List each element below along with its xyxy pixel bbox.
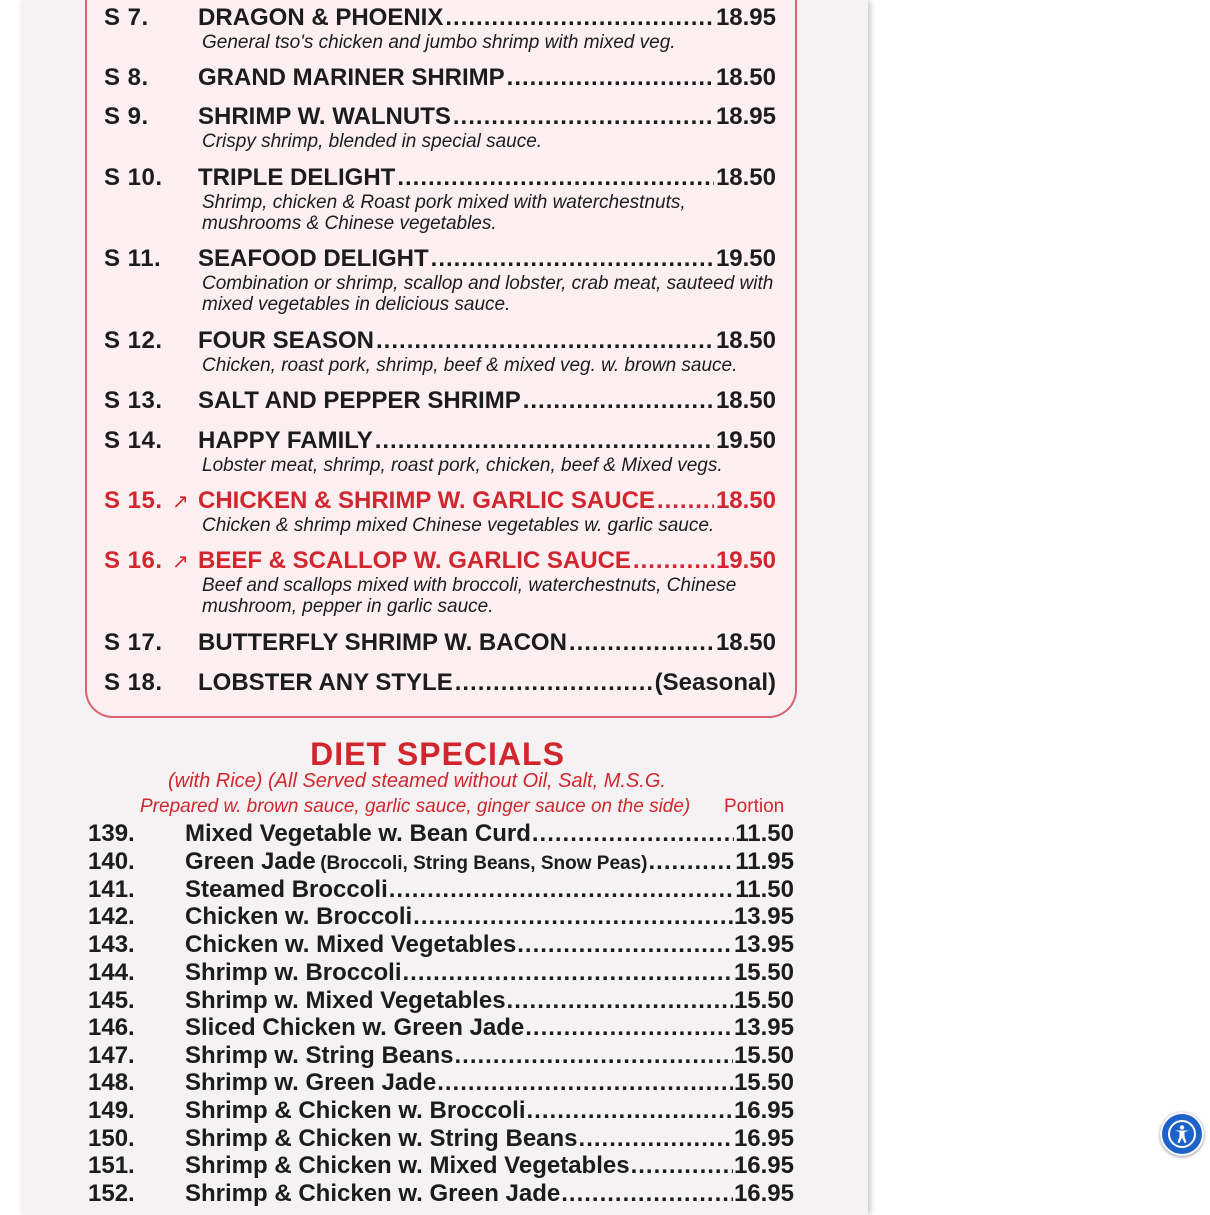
item-price: 13.95 <box>733 903 794 930</box>
item-name: FOUR SEASON <box>198 327 375 354</box>
item-code: S 18. <box>104 669 163 696</box>
item-name: Green Jade <box>185 848 316 875</box>
leader-dots <box>455 669 653 697</box>
item-number: 151. <box>88 1152 135 1179</box>
item-price: 15.50 <box>733 1069 794 1096</box>
item-price: 19.50 <box>715 427 776 454</box>
item-note: (Broccoli, String Beans, Snow Peas) <box>320 853 648 874</box>
item-code: S 7. <box>104 4 149 31</box>
item-name: TRIPLE DELIGHT <box>198 164 396 191</box>
item-name: SALT AND PEPPER SHRIMP <box>198 387 521 414</box>
leader-dots <box>631 1152 733 1180</box>
item-name: Shrimp & Chicken w. String Beans <box>185 1125 578 1152</box>
diet-item-148 <box>88 1069 794 1097</box>
menu-item-s10 <box>104 164 776 234</box>
diet-item-147 <box>88 1042 794 1070</box>
item-number: 142. <box>88 903 135 930</box>
item-price: (Seasonal) <box>654 669 776 696</box>
item-price: 18.50 <box>715 629 776 656</box>
leader-dots <box>431 245 714 273</box>
leader-dots <box>648 848 734 876</box>
diet-subtitle-sauce: Prepared w. brown sauce, garlic sauce, ginger sauce on the side) <box>140 796 691 817</box>
item-number: 139. <box>88 820 135 847</box>
item-price: 18.50 <box>715 164 776 191</box>
item-code: S 8. <box>104 64 149 91</box>
item-price: 18.50 <box>715 327 776 354</box>
item-price: 13.95 <box>733 931 794 958</box>
leader-dots <box>633 547 714 575</box>
menu-item-s7 <box>104 4 776 53</box>
leader-dots <box>455 1042 733 1070</box>
menu-item-s8 <box>104 64 776 92</box>
item-description: Crispy shrimp, blended in special sauce. <box>202 131 543 152</box>
item-price: 16.95 <box>733 1125 794 1152</box>
item-name: Shrimp & Chicken w. Green Jade <box>185 1180 561 1207</box>
leader-dots <box>532 820 734 848</box>
item-price: 19.50 <box>715 245 776 272</box>
item-name: Chicken w. Broccoli <box>185 903 413 930</box>
item-name: SEAFOOD DELIGHT <box>198 245 429 272</box>
menu-item-s17 <box>104 629 776 657</box>
leader-dots <box>437 1069 733 1097</box>
diet-item-150 <box>88 1125 794 1153</box>
leader-dots <box>413 903 733 931</box>
item-description: Shrimp, chicken & Roast pork mixed with waterchestnuts, mushrooms & Chinese vegetables. <box>202 192 686 234</box>
leader-dots <box>579 1125 733 1153</box>
item-number: 150. <box>88 1125 135 1152</box>
item-name: SHRIMP W. WALNUTS <box>198 103 451 130</box>
item-price: 18.50 <box>715 487 776 514</box>
menu-item-s18 <box>104 669 776 697</box>
item-code: S 14. <box>104 427 163 454</box>
item-name: BUTTERFLY SHRIMP W. BACON <box>198 629 567 656</box>
diet-item-141 <box>88 876 794 904</box>
diet-item-145 <box>88 987 794 1015</box>
item-code: S 9. <box>104 103 149 130</box>
item-description: Chicken, roast pork, shrimp, beef & mixed veg. w. brown sauce. <box>202 355 738 376</box>
accessibility-icon <box>1167 1119 1197 1149</box>
item-code: S 17. <box>104 629 163 656</box>
item-price: 15.50 <box>733 987 794 1014</box>
item-description: Chicken & shrimp mixed Chinese vegetables w. garlic sauce. <box>202 515 715 536</box>
item-price: 11.50 <box>735 876 794 903</box>
diet-item-142 <box>88 903 794 931</box>
item-code: S 10. <box>104 164 163 191</box>
item-name: LOBSTER ANY STYLE <box>198 669 453 696</box>
diet-subtitle-rice: (with Rice) (All Served steamed without Oil, Salt, M.S.G. <box>168 770 666 792</box>
item-name: Shrimp w. Green Jade <box>185 1069 437 1096</box>
leader-dots <box>453 103 714 131</box>
item-price: 13.95 <box>733 1014 794 1041</box>
item-price: 18.50 <box>715 387 776 414</box>
menu-item-s12 <box>104 327 776 376</box>
item-name: HAPPY FAMILY <box>198 427 373 454</box>
menu-item-s11 <box>104 245 776 315</box>
item-name: Steamed Broccoli <box>185 876 388 903</box>
diet-item-152 <box>88 1180 794 1208</box>
item-number: 145. <box>88 987 135 1014</box>
item-number: 140. <box>88 848 135 875</box>
diet-item-143 <box>88 931 794 959</box>
item-name: Sliced Chicken w. Green Jade <box>185 1014 525 1041</box>
item-number: 143. <box>88 931 135 958</box>
item-name: Shrimp w. Mixed Vegetables <box>185 987 506 1014</box>
leader-dots <box>561 1180 733 1208</box>
chili-pepper-icon: ↗ <box>172 491 189 513</box>
item-name: Shrimp & Chicken w. Broccoli <box>185 1097 526 1124</box>
item-price: 15.50 <box>733 959 794 986</box>
menu-item-s16 <box>104 547 776 617</box>
diet-item-139 <box>88 820 794 848</box>
item-code: S 11. <box>104 245 162 272</box>
leader-dots <box>376 327 714 355</box>
leader-dots <box>507 987 733 1015</box>
leader-dots <box>517 931 733 959</box>
leader-dots <box>525 1014 733 1042</box>
portion-label: Portion <box>724 796 785 817</box>
leader-dots <box>397 164 714 192</box>
menu-item-s14 <box>104 427 776 476</box>
item-number: 146. <box>88 1014 135 1041</box>
accessibility-button[interactable] <box>1160 1112 1204 1156</box>
leader-dots <box>657 487 714 515</box>
leader-dots <box>523 387 714 415</box>
menu-item-s13 <box>104 387 776 415</box>
item-name: BEEF & SCALLOP W. GARLIC SAUCE <box>198 547 631 574</box>
leader-dots <box>445 4 714 32</box>
item-name: Shrimp w. Broccoli <box>185 959 402 986</box>
menu-item-s15 <box>104 487 776 536</box>
item-number: 141. <box>88 876 135 903</box>
item-number: 148. <box>88 1069 135 1096</box>
item-name: Shrimp w. String Beans <box>185 1042 454 1069</box>
item-number: 152. <box>88 1180 135 1207</box>
item-description: Lobster meat, shrimp, roast pork, chicken, beef & Mixed vegs. <box>202 455 723 476</box>
item-price: 11.95 <box>735 848 794 875</box>
diet-item-144 <box>88 959 794 987</box>
item-price: 11.50 <box>735 820 794 847</box>
leader-dots <box>569 629 714 657</box>
item-price: 18.95 <box>715 4 776 31</box>
item-name: GRAND MARINER SHRIMP <box>198 64 505 91</box>
menu-item-s9 <box>104 103 776 152</box>
item-description: Combination or shrimp, scallop and lobster, crab meat, sauteed with mixed vegetables in delicious sauce. <box>202 273 774 315</box>
item-name: CHICKEN & SHRIMP W. GARLIC SAUCE <box>198 487 655 514</box>
chili-pepper-icon: ↗ <box>172 551 189 573</box>
item-price: 16.95 <box>733 1180 794 1207</box>
item-number: 144. <box>88 959 135 986</box>
diet-item-151 <box>88 1152 794 1180</box>
diet-item-149 <box>88 1097 794 1125</box>
item-price: 19.50 <box>715 547 776 574</box>
item-price: 16.95 <box>733 1097 794 1124</box>
leader-dots <box>402 959 732 987</box>
item-code: S 16. <box>104 547 163 574</box>
diet-item-140 <box>88 848 794 876</box>
item-name: Mixed Vegetable w. Bean Curd <box>185 820 531 847</box>
item-price: 16.95 <box>733 1152 794 1179</box>
item-price: 15.50 <box>733 1042 794 1069</box>
item-code: S 12. <box>104 327 163 354</box>
item-code: S 13. <box>104 387 163 414</box>
leader-dots <box>389 876 735 904</box>
leader-dots <box>527 1097 733 1125</box>
item-description: General tso's chicken and jumbo shrimp with mixed veg. <box>202 32 676 53</box>
item-name: DRAGON & PHOENIX <box>198 4 444 31</box>
item-description: Beef and scallops mixed with broccoli, waterchestnuts, Chinese mushroom, pepper in garlic sauce. <box>202 575 737 617</box>
item-number: 149. <box>88 1097 135 1124</box>
leader-dots <box>507 64 714 92</box>
diet-item-146 <box>88 1014 794 1042</box>
item-name: Chicken w. Mixed Vegetables <box>185 931 517 958</box>
leader-dots <box>375 427 714 455</box>
item-price: 18.95 <box>715 103 776 130</box>
item-code: S 15. <box>104 487 163 514</box>
item-number: 147. <box>88 1042 135 1069</box>
diet-specials-title: DIET SPECIALS <box>310 736 565 772</box>
item-price: 18.50 <box>715 64 776 91</box>
item-name: Shrimp & Chicken w. Mixed Vegetables <box>185 1152 630 1179</box>
